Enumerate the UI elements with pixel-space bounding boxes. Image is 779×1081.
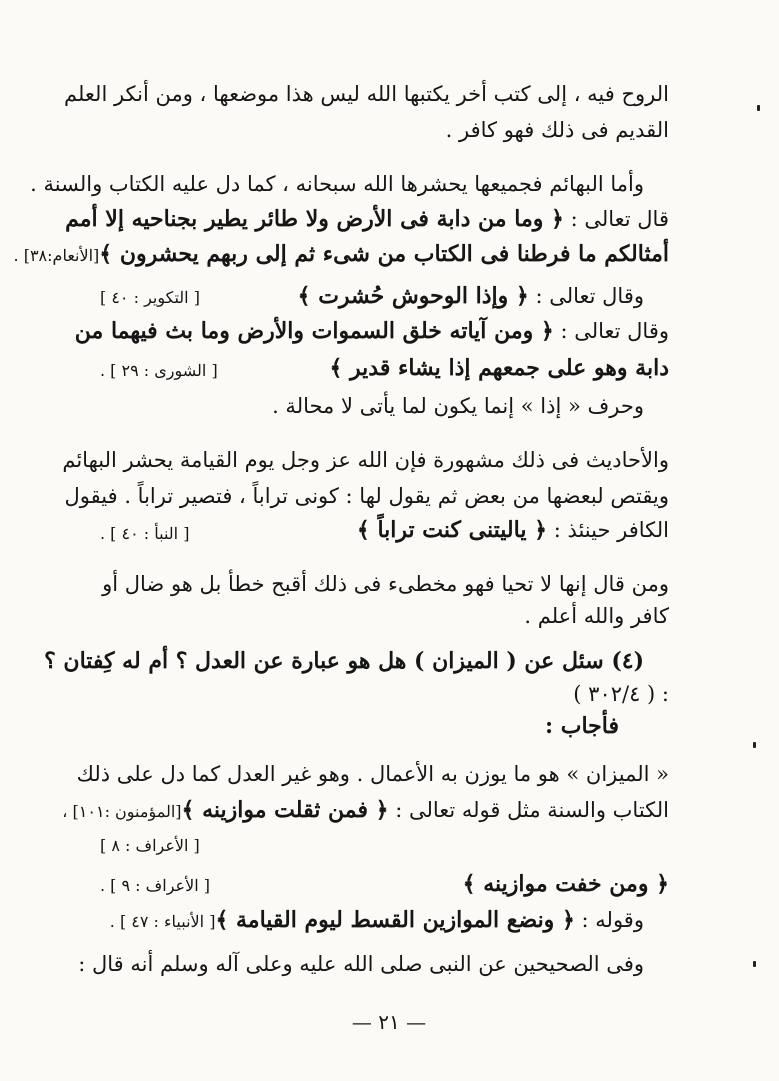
text-line: [446, 114, 669, 146]
text-line: [14, 238, 669, 272]
quran-verse: دابة وهو على جمعهم إذا يشاء قدير ﴾: [329, 355, 669, 381]
verse-reference: [ الشورى : ٢٩ ] .: [100, 361, 218, 380]
quran-verse: ﴿ وإذا الوحوش حُشرت ﴾: [297, 283, 529, 309]
quran-verse: ﴿ فمن ثقلت موازينه ﴾: [181, 797, 389, 823]
heading-text: فأجاب :: [544, 713, 619, 739]
answer-heading: [545, 710, 619, 742]
quran-verse: ﴿ ومن آياته خلق السموات والأرض وما بث فيهما من: [74, 318, 554, 344]
line-text: ويقتص لبعضها من بعض ثم يقول لها : كونى تراباً ، فتصير تراباً . فيقول: [64, 484, 669, 508]
text-line: [463, 868, 669, 900]
text-line: [65, 480, 669, 512]
text-line: [110, 904, 644, 938]
verse-reference: [ الأنبياء : ٤٧ ] .: [109, 912, 216, 931]
verse-reference: [ الأعراف : ٨ ]: [100, 836, 200, 855]
text-line: [30, 168, 644, 200]
verse-reference: [ النبأ : ٤٠ ] .: [100, 524, 190, 543]
verse-reference: [الأنعام:٣٨] .: [13, 246, 100, 265]
text-line: [77, 758, 669, 790]
question-heading: [44, 645, 644, 677]
line-text: القديم فى ذلك فهو كافر .: [445, 118, 669, 142]
quran-verse: ﴿ ومن خفت موازينه ﴾: [462, 871, 669, 897]
scan-speck: [753, 742, 756, 748]
line-prefix: وقال تعالى :: [553, 319, 669, 343]
text-line: [272, 390, 644, 422]
quran-verse: ﴿ ونضع الموازين القسط ليوم القيامة ﴾: [215, 907, 575, 933]
line-prefix: وقال تعالى :: [528, 284, 644, 308]
text-line: [102, 568, 669, 600]
line-text: : ( ٣٠٢/٤ ): [573, 682, 669, 706]
text-line: [65, 203, 669, 235]
scan-speck: [757, 105, 760, 111]
text-line: [357, 514, 669, 546]
line-prefix: الكافر حينئذ :: [547, 518, 669, 542]
line-text: وأما البهائم فجميعها يحشرها الله سبحانه ، كما دل عليه الكتاب والسنة .: [30, 172, 644, 196]
verse-reference: [ الأعراف : ٩ ] .: [100, 876, 210, 895]
text-line: [298, 280, 644, 312]
line-text: ومن قال إنها لا تحيا فهو مخطىء فى ذلك أقبح خطأ بل هو ضال أو: [102, 572, 669, 596]
text-line: [573, 678, 669, 710]
line-prefix: وقوله :: [574, 908, 644, 932]
text-line: [524, 600, 669, 632]
line-prefix: الكتاب والسنة مثل قوله تعالى :: [388, 798, 669, 822]
text-line: [62, 794, 669, 828]
text-line: [329, 352, 669, 384]
line-text: « الميزان » هو ما يوزن به الأعمال . وهو غير العدل كما دل على ذلك: [76, 762, 669, 786]
verse-reference: [المؤمنون :١٠١] ،: [62, 802, 182, 821]
line-text: كافر والله أعلم .: [524, 604, 669, 628]
text-line: [78, 948, 644, 980]
text-line: [63, 78, 669, 110]
line-text: والأحاديث فى ذلك مشهورة فإن الله عز وجل يوم القيامة يحشر البهائم: [62, 448, 669, 472]
text-line: [75, 315, 669, 347]
line-text: وحرف « إذا » إنما يكون لما يأتى لا محالة .: [272, 394, 644, 418]
quran-verse: أمثالكم ما فرطنا فى الكتاب من شىء ثم إلى ربهم يحشرون ﴾: [99, 241, 669, 267]
line-text: وفى الصحيحين عن النبى صلى الله عليه وعلى آله وسلم أنه قال :: [78, 952, 644, 976]
verse-reference: [ التكوير : ٤٠ ]: [100, 288, 200, 307]
scan-speck: [753, 961, 756, 967]
page-number: — ٢١ —: [351, 1010, 427, 1034]
line-prefix: قال تعالى :: [563, 207, 669, 231]
line-text: الروح فيه ، إلى كتب أخر يكتبها الله ليس هذا موضعها ، ومن أنكر العلم: [63, 82, 669, 106]
heading-text: (٤) سئل عن ( الميزان ) هل هو عبارة عن العدل ؟ أم له كِفتان ؟: [44, 648, 644, 674]
text-line: [62, 444, 669, 476]
quran-verse: ﴿ ياليتنى كنت تراباً ﴾: [356, 517, 548, 543]
quran-verse: ﴿ وما من دابة فى الأرض ولا طائر يطير بجناحيه إلا أمم: [65, 206, 564, 232]
